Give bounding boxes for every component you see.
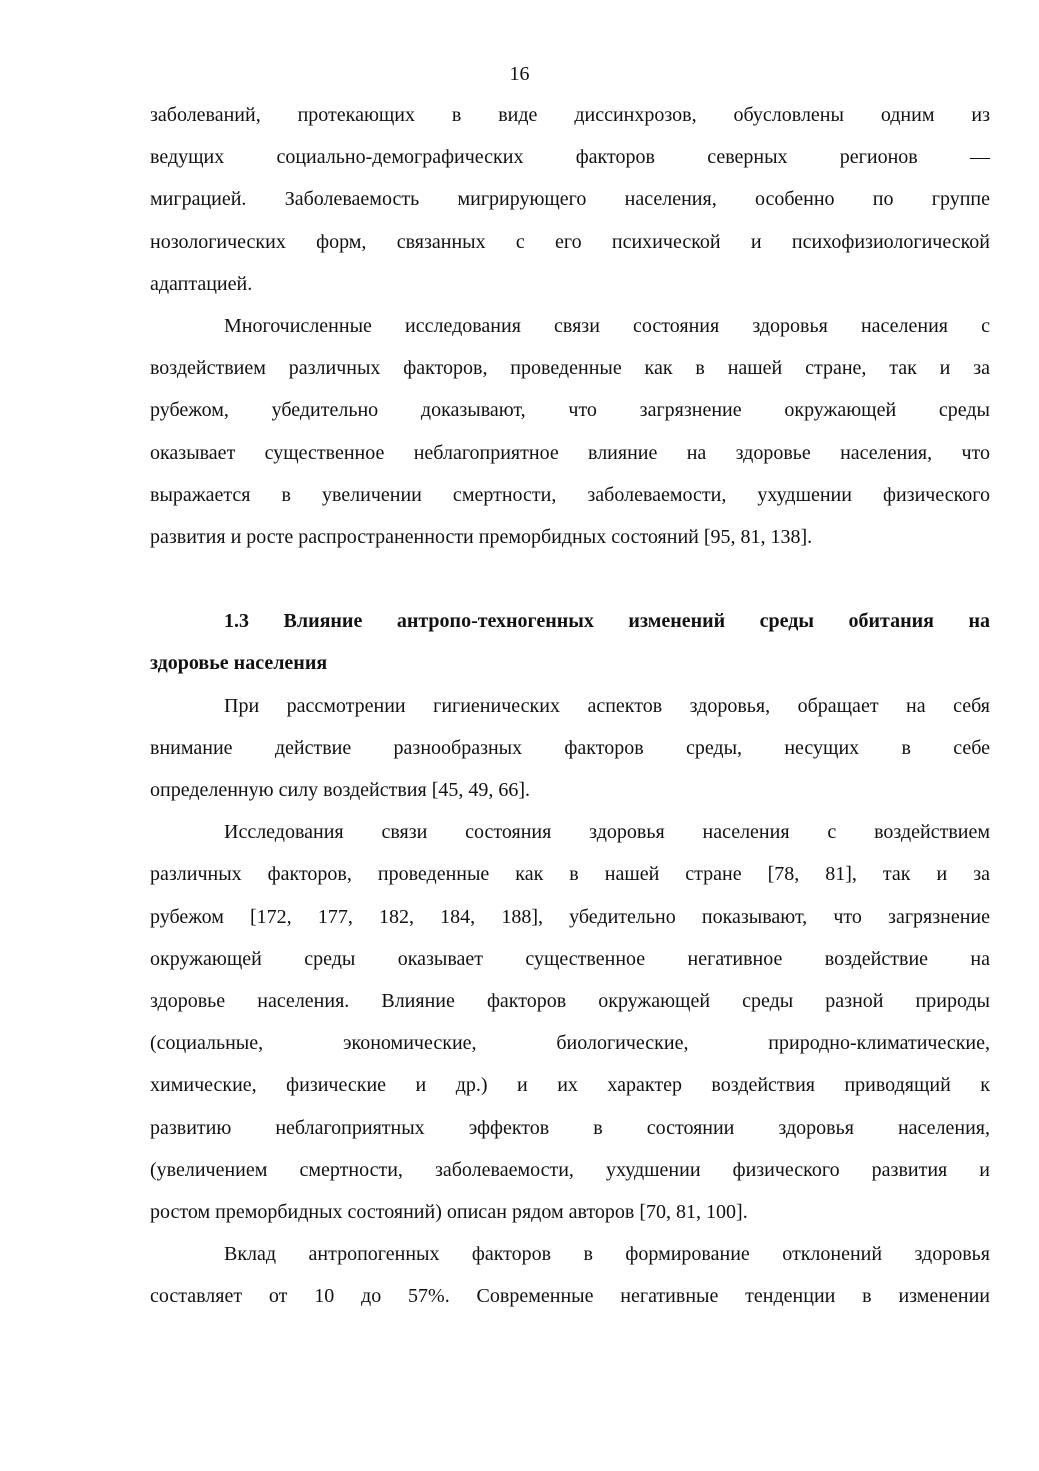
text-line: рубежом, убедительно доказывают, что загрязнение окружающей среды xyxy=(150,399,990,422)
text-line: развитию неблагоприятных эффектов в состоянии здоровья населения, xyxy=(150,1116,990,1139)
text-line: Исследования связи состояния здоровья населения с воздействием xyxy=(224,821,990,844)
paragraph-research-summary xyxy=(150,305,990,558)
text-line: миграцией. Заболеваемость мигрирующего населения, особенно по группе xyxy=(150,188,990,211)
paragraph-continuation xyxy=(150,94,990,305)
text-line: ростом преморбидных состояний) описан рядом авторов [70, 81, 100]. xyxy=(150,1200,748,1223)
text-line: составляет от 10 до 57%. Современные негативные тенденции в изменении xyxy=(150,1285,990,1308)
text-line: Вклад антропогенных факторов в формирование отклонений здоровья xyxy=(224,1243,990,1266)
heading-line: 1.3 Влияние антропо-техногенных изменений среды обитания на xyxy=(224,610,990,633)
text-line: определенную силу воздействия [45, 49, 66]. xyxy=(150,779,531,801)
section-spacer xyxy=(150,558,990,600)
text-line: нозологических форм, связанных с его психической и психофизиологической xyxy=(150,230,990,253)
text-line: (социальные, экономические, биологические, природно-климатические, xyxy=(150,1032,990,1055)
text-line: (увеличением смертности, заболеваемости, ухудшении физического развития и xyxy=(150,1158,990,1181)
text-line: развития и росте распространенности преморбидных состояний [95, 81, 138]. xyxy=(150,525,813,548)
text-line: внимание действие разнообразных факторов среды, несущих в себе xyxy=(150,736,990,759)
text-line: рубежом [172, 177, 182, 184, 188], убедительно показывают, что загрязнение xyxy=(150,905,990,928)
text-line: окружающей среды оказывает существенное негативное воздействие на xyxy=(150,947,990,970)
text-line: ведущих социально-демографических факторов северных регионов — xyxy=(150,146,990,169)
paragraph-environment-studies xyxy=(150,811,990,1233)
text-line: заболеваний, протекающих в виде диссинхрозов, обусловлены одним из xyxy=(150,104,990,126)
paragraph-hygiene-aspects xyxy=(150,685,990,812)
heading-line: здоровье населения xyxy=(150,652,328,675)
text-line: выражается в увеличении смертности, заболеваемости, ухудшении физического xyxy=(150,483,990,506)
text-line: воздействием различных факторов, проведенные как в нашей стране, так и за xyxy=(150,357,990,380)
section-heading xyxy=(150,600,990,684)
page-number: 16 xyxy=(509,63,530,85)
text-line: оказывает существенное неблагоприятное влияние на здоровье населения, что xyxy=(150,441,990,464)
text-line: здоровье населения. Влияние факторов окружающей среды разной природы xyxy=(150,989,990,1012)
text-line: адаптацией. xyxy=(150,272,253,295)
page-body xyxy=(150,94,990,1317)
text-line: химические, физические и др.) и их характер воздействия приводящий к xyxy=(150,1074,990,1097)
text-line: Многочисленные исследования связи состояния здоровья населения с xyxy=(224,314,990,337)
paragraph-anthropogenic-factors xyxy=(150,1233,990,1317)
text-line: При рассмотрении гигиенических аспектов здоровья, обращает на себя xyxy=(224,694,990,717)
text-line: различных факторов, проведенные как в нашей стране [78, 81], так и за xyxy=(150,863,990,886)
